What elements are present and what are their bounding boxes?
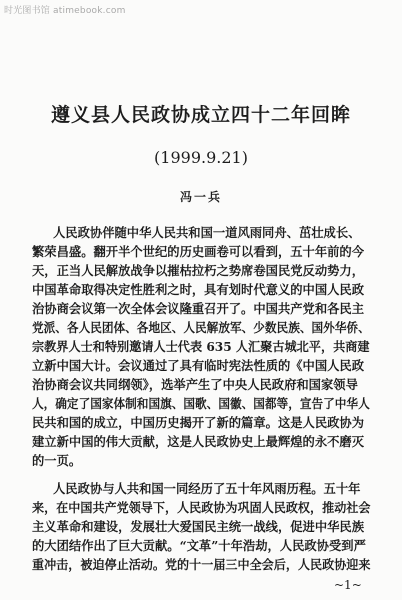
body-line: 治协商会议第一次全体会议隆重召开了。中国共产党和各民主	[32, 301, 365, 316]
body-line: 建立新中国的伟大贡献，这是人民政协史上最辉煌的永不磨灭	[32, 434, 365, 449]
body-line: 人民政协伴随中华人民共和国一道风雨同舟、茁壮成长、	[53, 225, 361, 240]
body-line: 中国革命取得决定性胜利之时，具有划时代意义的中国人民政	[32, 282, 365, 297]
body-line: 宗教界人士和特别邀请人士代表 635 人汇聚古城北平，共商建	[32, 339, 370, 354]
body-line: 民共和国的成立，中国历史揭开了新的篇章。这是人民政协为	[32, 415, 365, 430]
date-line: (1999.9.21)	[154, 148, 248, 167]
body-line: 来，在中国共产党领导下，人民政协为巩固人民政权，推动社会	[32, 500, 371, 515]
author-name: 冯一兵	[179, 190, 222, 204]
watermark: 时光图书馆 atimebook.com	[4, 6, 126, 16]
body-line: 党派、各人民团体、各地区、人民解放军、少数民族、国外华侨、	[32, 320, 370, 335]
body-line: 主义革命和建设，发展壮大爱国民主统一战线，促进中华民族	[32, 519, 365, 534]
body-line: 繁荣昌盛。翻开半个世纪的历史画卷可以看到，五十年前的今	[32, 244, 365, 259]
page-title: 遵义县人民政协成立四十二年回眸	[50, 104, 351, 126]
page-number: ~1~	[334, 578, 362, 592]
body-line: 人，确定了国家体制和国旗、国歌、国徽、国都等，宣告了中华人	[32, 396, 370, 411]
body-line: 治协商会议共同纲领》，选举产生了中央人民政府和国家领导	[32, 377, 358, 392]
body-line: 的大团结作出了巨大贡献。“文革”十年浩劫，人民政协受到严	[32, 538, 366, 553]
body-line: 重冲击，被迫停止活动。党的十一届三中全会后，人民政协迎来	[32, 557, 371, 572]
body-line: 天，正当人民解放战争以摧枯拉朽之势席卷国民党反动势力，	[32, 263, 365, 278]
body-line: 的一页。	[32, 453, 82, 468]
body-line: 人民政协与人共和国一同经历了五十年风雨历程。五十年	[53, 481, 361, 496]
body-line: 立新中国大计。会议通过了具有临时宪法性质的《中国人民政	[32, 358, 365, 373]
